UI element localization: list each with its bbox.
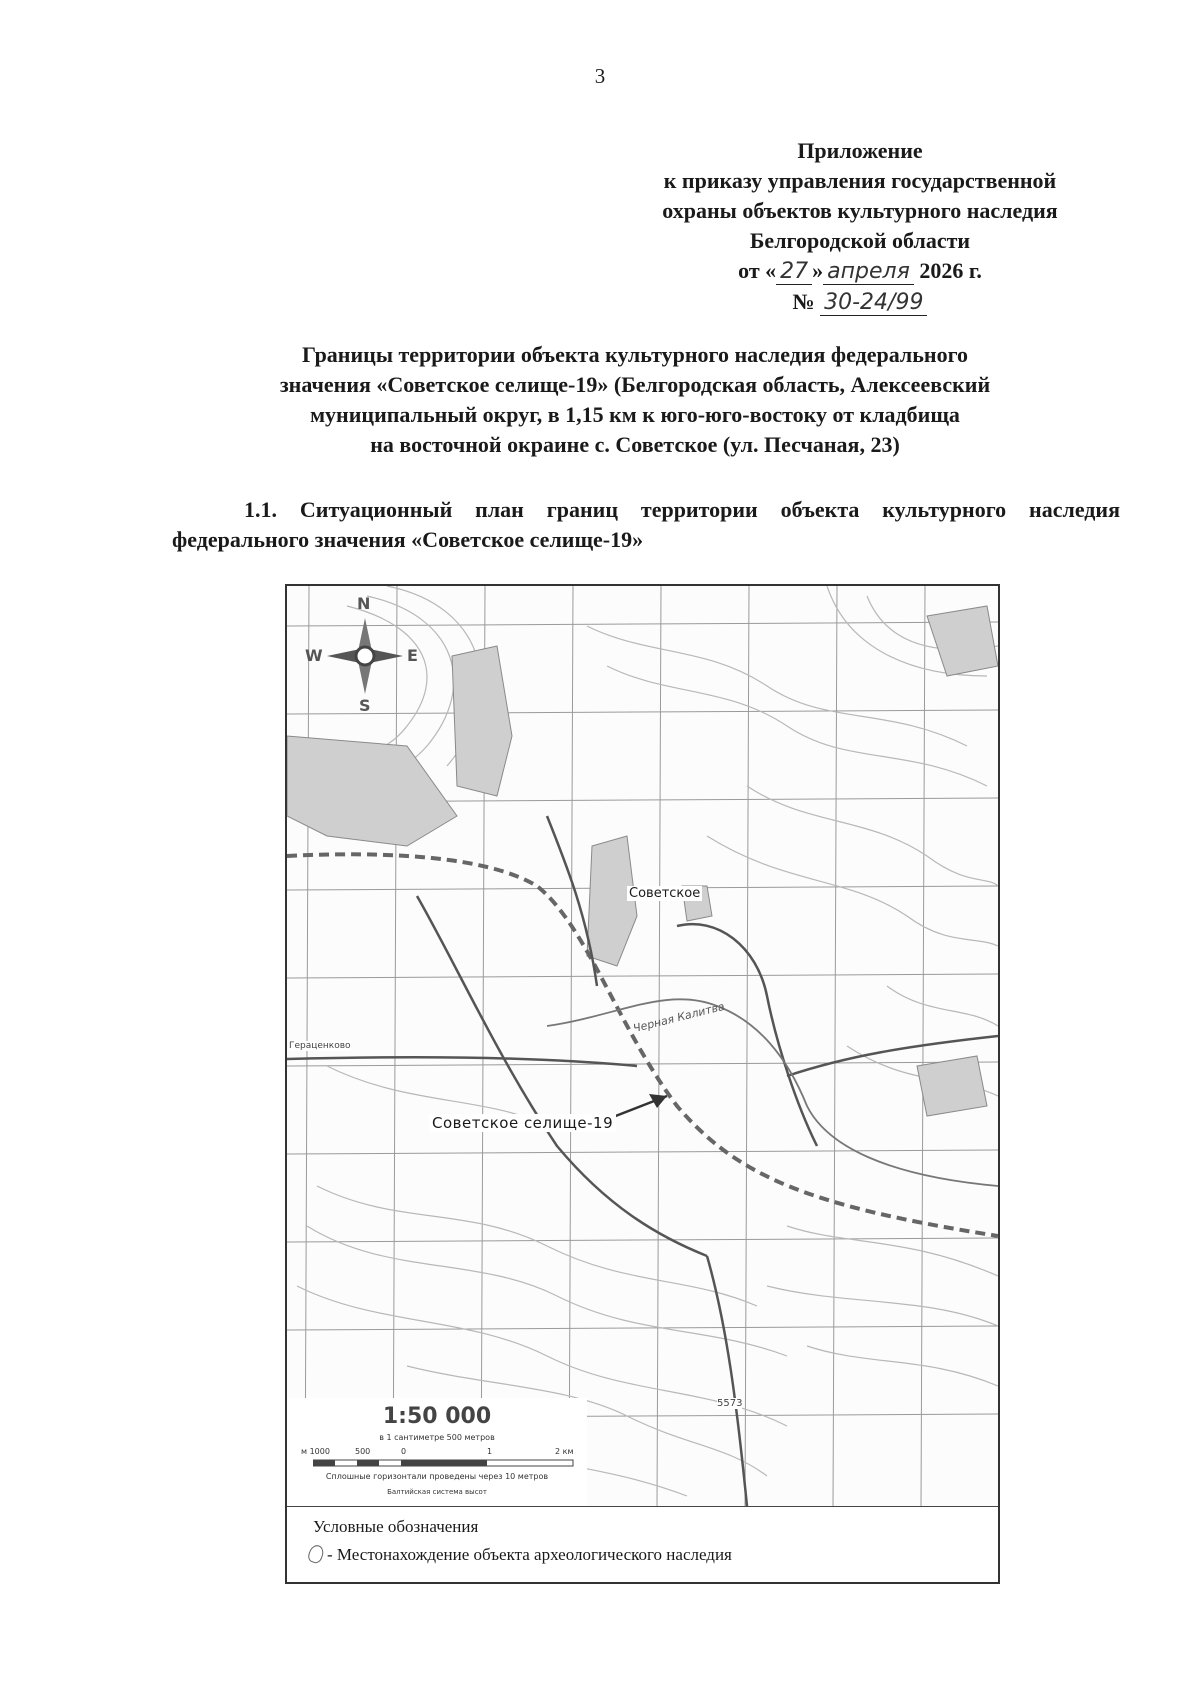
topographic-map xyxy=(287,586,998,1506)
village-label: Советское xyxy=(629,886,701,901)
number-prefix: № xyxy=(792,289,815,314)
title-line-2: значения «Советское селище-19» (Белгородская область, Алексеевский xyxy=(279,372,991,397)
scale-tick-5: 2 км xyxy=(555,1447,574,1456)
scale-contours-note: Сплошные горизонтали проведены через 10 метров xyxy=(325,1472,549,1481)
date-prefix: от « xyxy=(738,258,777,283)
page-number: 3 xyxy=(594,64,606,88)
scale-tick-3: 0 xyxy=(401,1447,407,1456)
compass-south-label: S xyxy=(359,696,371,715)
date-day: 27 xyxy=(776,259,812,285)
date-year: 2026 г. xyxy=(919,258,982,283)
compass-west-label: W xyxy=(305,646,323,665)
scale-bar xyxy=(313,1458,575,1470)
appendix-line-4: Белгородской области xyxy=(749,228,971,253)
scale-tick-2: 500 xyxy=(355,1447,371,1456)
scale-tick-4: 1 xyxy=(487,1447,493,1456)
appendix-number xyxy=(600,287,1120,318)
appendix-line-1: Приложение xyxy=(797,138,923,163)
date-month: апреля xyxy=(823,259,914,285)
situation-map xyxy=(285,584,1000,1584)
appendix-header xyxy=(600,136,1120,318)
legend-item-text: - Местонахождение объекта археологического наследия xyxy=(327,1545,732,1564)
date-mid: » xyxy=(812,258,824,283)
appendix-line-3: охраны объектов культурного наследия xyxy=(662,198,1058,223)
number-value: 30-24/99 xyxy=(820,290,927,316)
scale-per-cm: в 1 сантиметре 500 метров xyxy=(379,1433,495,1442)
scale-ratio: 1:50 000 xyxy=(382,1404,492,1429)
title-line-4: на восточной окраине с. Советское (ул. Песчаная, 23) xyxy=(370,432,900,457)
compass-north-label: N xyxy=(357,594,371,613)
site-outline-icon xyxy=(306,1543,325,1565)
legend-item xyxy=(309,1545,732,1565)
section-subtitle: 1.1. Ситуационный план границ территории объекта культурного наследия федерального значения «Советское селище-19» xyxy=(172,497,1120,552)
title-line-3: муниципальный округ, в 1,15 км к юго-юго-востоку от кладбища xyxy=(310,402,960,427)
road-code-label: 5573 xyxy=(717,1398,743,1409)
scale-tick-1: м 1000 xyxy=(301,1447,330,1456)
river-label: Черная Калитва xyxy=(631,999,726,1036)
map-legend xyxy=(287,1506,998,1583)
legend-title: Условные обозначения xyxy=(313,1517,479,1536)
document-title xyxy=(170,340,1100,460)
appendix-line-2: к приказу управления государственной xyxy=(663,168,1057,193)
scale-block xyxy=(287,1398,587,1506)
site-label: Советское селище-19 xyxy=(429,1114,616,1132)
settlement-west-label: Гераценково xyxy=(289,1041,351,1051)
appendix-date xyxy=(600,256,1120,287)
compass-east-label: E xyxy=(407,646,418,665)
scale-heights-note: Балтийская система высот xyxy=(387,1488,487,1496)
title-line-1: Границы территории объекта культурного наследия федерального xyxy=(301,342,969,367)
